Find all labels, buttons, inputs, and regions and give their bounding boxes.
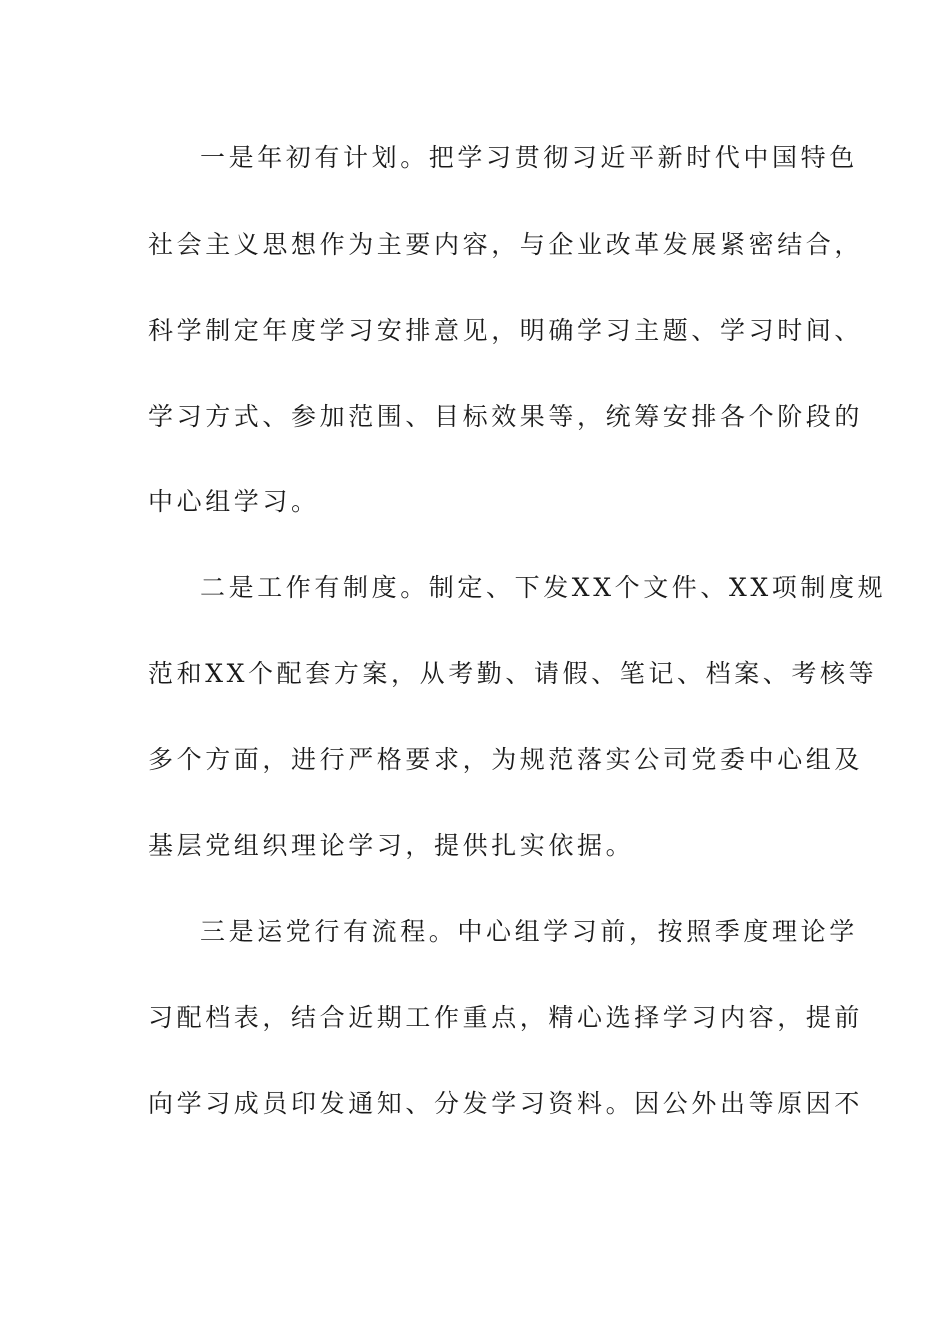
paragraph-3-line-3: 向学习成员印发通知、分发学习资料。因公外出等原因不 [148, 1089, 864, 1118]
paragraph-3-line-1: 三是运党行有流程。中心组学习前，按照季度理论学 [200, 917, 858, 946]
paragraph-2-line-3: 多个方面，进行严格要求，为规范落实公司党委中心组及 [148, 745, 864, 774]
paragraph-1-line-4: 学习方式、参加范围、目标效果等，统筹安排各个阶段的 [148, 402, 864, 431]
paragraph-1-line-3: 科学制定年度学习安排意见，明确学习主题、学习时间、 [148, 316, 864, 345]
paragraph-1-line-2: 社会主义思想作为主要内容，与企业改革发展紧密结合， [148, 230, 864, 259]
paragraph-2-line-4: 基层党组织理论学习，提供扎实依据。 [148, 831, 635, 860]
paragraph-1-line-5: 中心组学习。 [148, 487, 320, 516]
paragraph-2-line-1: 二是工作有制度。制定、下发XX个文件、XX项制度规 [200, 573, 887, 602]
paragraph-1-line-1: 一是年初有计划。把学习贯彻习近平新时代中国特色 [200, 143, 858, 172]
paragraph-2-line-2: 范和XX个配套方案，从考勤、请假、笔记、档案、考核等 [148, 659, 878, 688]
paragraph-3-line-2: 习配档表，结合近期工作重点，精心选择学习内容，提前 [148, 1003, 864, 1032]
